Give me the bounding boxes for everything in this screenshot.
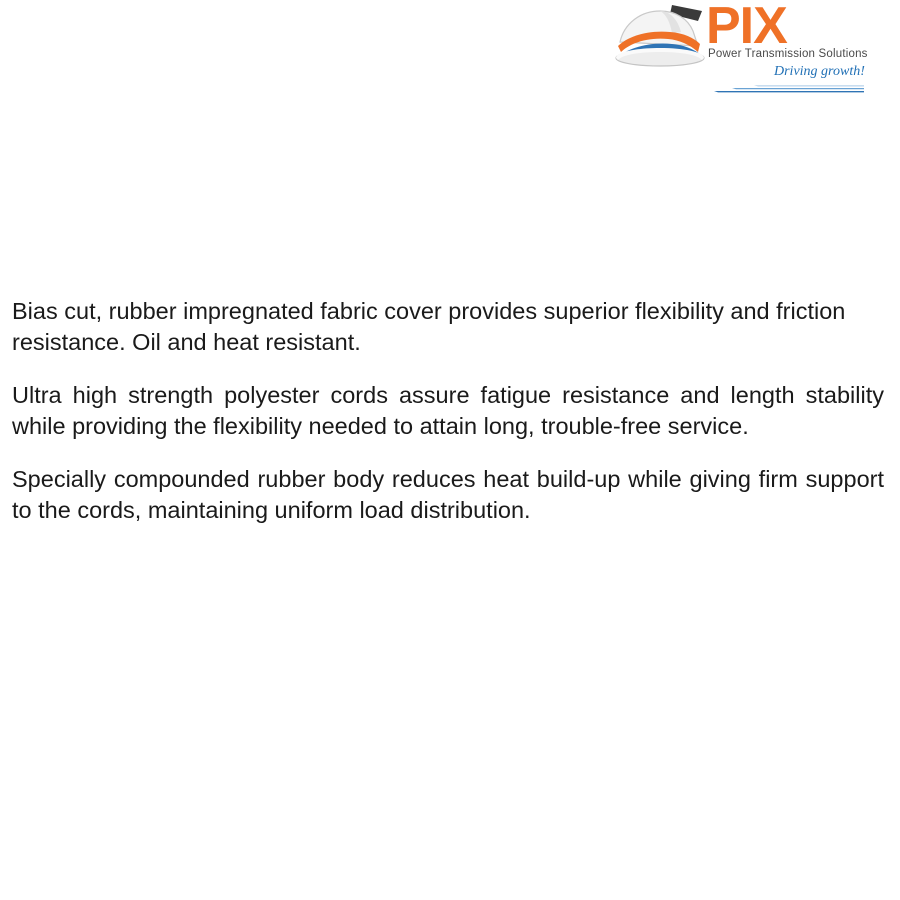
- paragraph-2: Ultra high strength polyester cords assure fatigue resistance and length stability while providing the flexibility needed to attain long, trouble-free service.: [12, 382, 884, 440]
- body-content: [12, 296, 884, 526]
- paragraph-3: Specially compounded rubber body reduces heat build-up while giving firm support to the cords, maintaining uniform load distribution.: [12, 466, 884, 524]
- paragraph-1: Bias cut, rubber impregnated fabric cover provides superior flexibility and friction resistance. Oil and heat resistant.: [12, 298, 846, 356]
- pix-logo: [614, 0, 882, 92]
- brand-wordmark: PIX: [706, 0, 787, 55]
- hard-hat-icon: [614, 2, 710, 68]
- speed-stripes-icon: [714, 80, 864, 88]
- brand-slogan: Driving growth!: [774, 64, 865, 79]
- brand-tagline: Power Transmission Solutions: [708, 48, 868, 60]
